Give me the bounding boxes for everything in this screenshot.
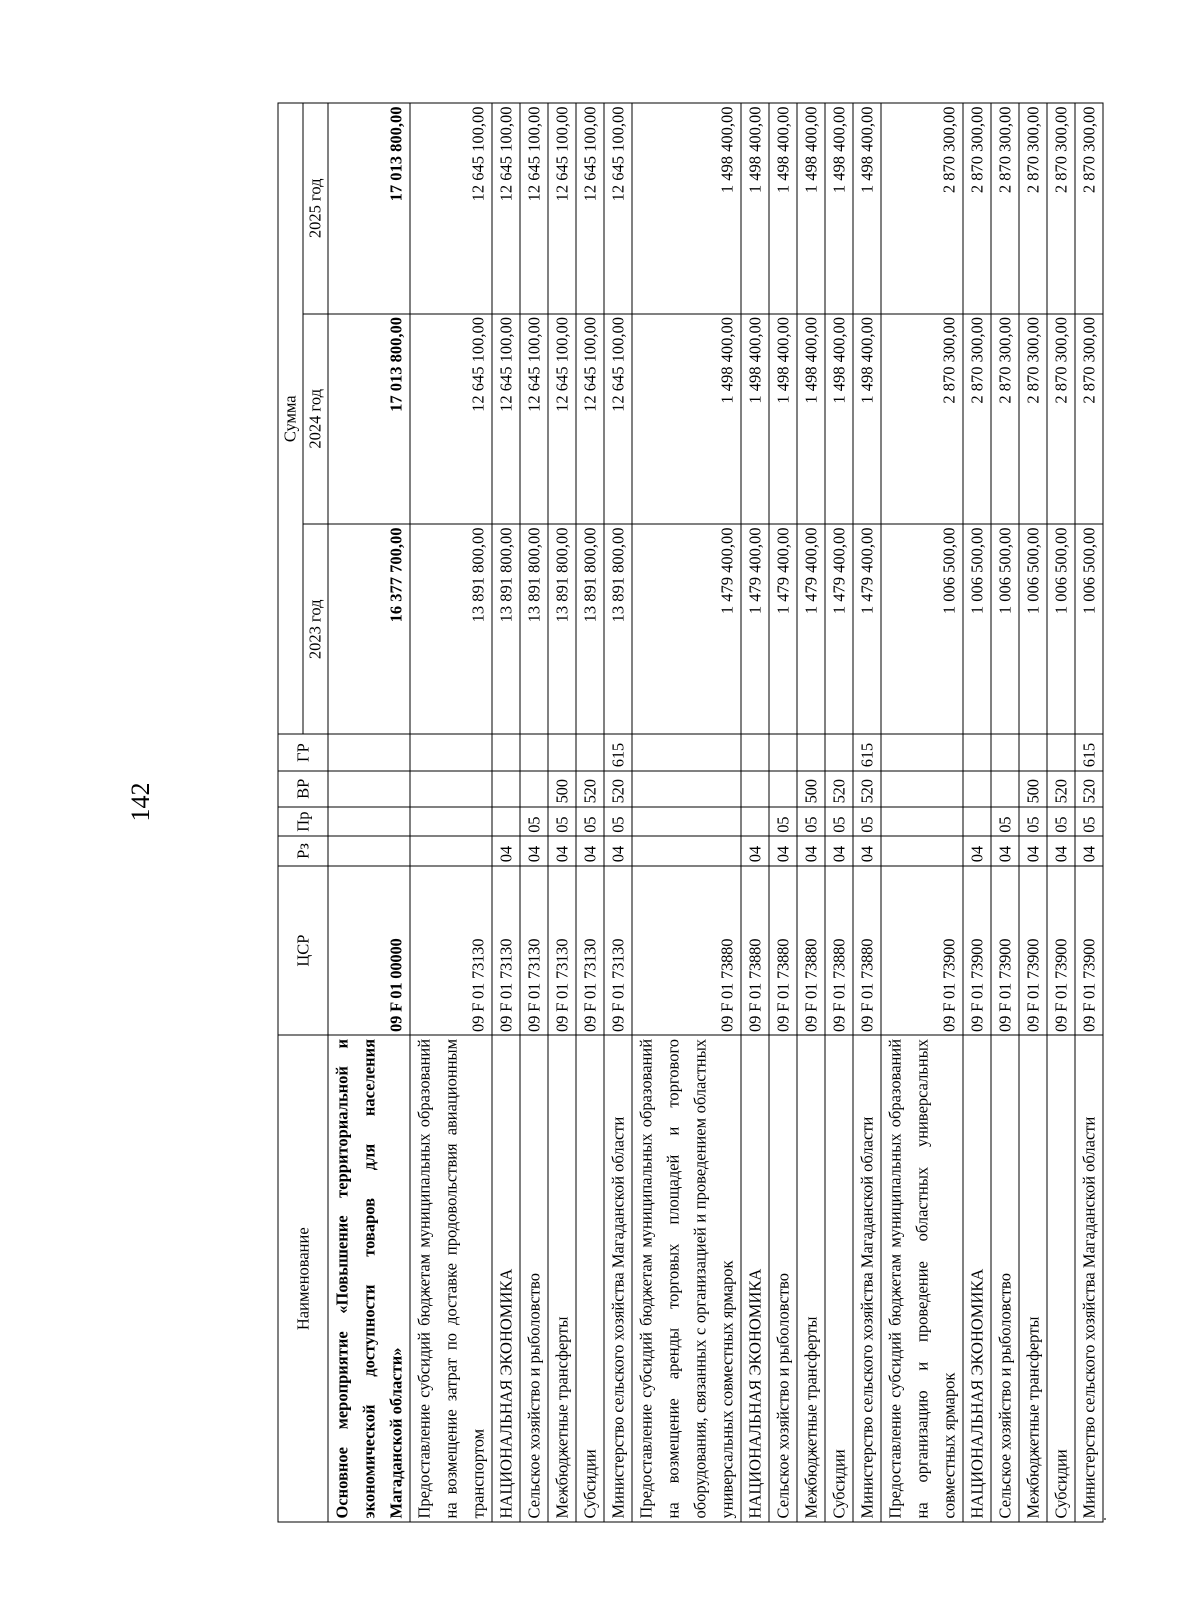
header-rz: Рз [278, 836, 328, 865]
row-pr [492, 807, 520, 836]
row-name: Сельское хозяйство и рыболовство [769, 1035, 797, 1522]
row-amount-2025: 12 645 100,00 [604, 103, 632, 314]
row-rz [410, 836, 492, 865]
row-vr [963, 771, 991, 807]
row-amount-2025: 1 498 400,00 [825, 103, 853, 314]
row-pr [963, 807, 991, 836]
row-csr: 09 F 01 73900 [991, 866, 1019, 1036]
row-pr: 05 [1075, 807, 1103, 836]
row-amount-2025: 1 498 400,00 [769, 103, 797, 314]
row-name: Предоставление субсидий бюджетам муниципальных образований на возмещение аренды торговых площадей и торгового оборудования, связанных с организацией и проведением областных универсальных совместных ярмарок [632, 1035, 741, 1522]
row-amount-2024: 2 870 300,00 [1075, 314, 1103, 524]
budget-table-sheet [278, 103, 1133, 1523]
row-vr [410, 771, 492, 807]
row-name: НАЦИОНАЛЬНАЯ ЭКОНОМИКА [741, 1035, 769, 1522]
row-name: Субсидии [1047, 1035, 1075, 1522]
row-amount-2024: 12 645 100,00 [576, 314, 604, 524]
row-amount-2024: 1 498 400,00 [632, 314, 741, 524]
row-gr [881, 734, 963, 770]
row-pr: 05 [797, 807, 825, 836]
row-csr: 09 F 01 73900 [1047, 866, 1075, 1036]
table-row [604, 103, 632, 1522]
row-pr: 05 [604, 807, 632, 836]
row-amount-2023: 1 479 400,00 [632, 524, 741, 734]
row-amount-2025: 12 645 100,00 [410, 103, 492, 314]
row-pr [328, 807, 410, 836]
row-csr: 09 F 01 73130 [520, 866, 548, 1036]
row-csr: 09 F 01 73130 [492, 866, 520, 1036]
row-vr [328, 771, 410, 807]
header-vr: ВР [278, 771, 328, 807]
row-csr: 09 F 01 73880 [825, 866, 853, 1036]
row-csr: 09 F 01 73130 [548, 866, 576, 1036]
table-row [632, 103, 741, 1522]
row-rz: 04 [741, 836, 769, 865]
row-amount-2025: 2 870 300,00 [1075, 103, 1103, 314]
row-pr: 05 [825, 807, 853, 836]
row-csr: 09 F 01 73880 [797, 866, 825, 1036]
table-row [991, 103, 1019, 1522]
row-gr [769, 734, 797, 770]
row-amount-2023: 1 006 500,00 [991, 524, 1019, 734]
row-name: Министерство сельского хозяйства Магаданской области [1075, 1035, 1103, 1522]
row-name: Предоставление субсидий бюджетам муниципальных образований на организацию и проведение областных универсальных совместных ярмарок [881, 1035, 963, 1522]
row-rz: 04 [604, 836, 632, 865]
row-amount-2024: 17 013 800,00 [328, 314, 410, 524]
row-name: Предоставление субсидий бюджетам муниципальных образований на возмещение затрат по доставке продовольствия авиационным транспортом [410, 1035, 492, 1522]
row-name: Сельское хозяйство и рыболовство [991, 1035, 1019, 1522]
row-vr [881, 771, 963, 807]
row-amount-2023: 1 006 500,00 [1019, 524, 1047, 734]
table-row [520, 103, 548, 1522]
header-sum: Сумма [278, 103, 303, 734]
row-vr: 500 [797, 771, 825, 807]
row-gr: 615 [1075, 734, 1103, 770]
row-gr [576, 734, 604, 770]
row-vr [769, 771, 797, 807]
table-row [741, 103, 769, 1522]
row-pr: 05 [576, 807, 604, 836]
row-amount-2025: 12 645 100,00 [520, 103, 548, 314]
row-amount-2025: 12 645 100,00 [492, 103, 520, 314]
row-gr [632, 734, 741, 770]
row-pr [632, 807, 741, 836]
header-year-2024: 2024 год [303, 314, 328, 524]
row-pr: 05 [548, 807, 576, 836]
row-pr [741, 807, 769, 836]
row-amount-2024: 12 645 100,00 [520, 314, 548, 524]
row-csr: 09 F 01 73880 [853, 866, 881, 1036]
row-vr: 520 [604, 771, 632, 807]
header-year-2025: 2025 год [303, 103, 328, 314]
row-amount-2023: 1 479 400,00 [769, 524, 797, 734]
row-pr: 05 [853, 807, 881, 836]
row-gr [963, 734, 991, 770]
row-rz: 04 [825, 836, 853, 865]
row-amount-2023: 13 891 800,00 [548, 524, 576, 734]
row-amount-2025: 2 870 300,00 [991, 103, 1019, 314]
row-csr: 09 F 01 73880 [769, 866, 797, 1036]
table-row [576, 103, 604, 1522]
header-gr: ГР [278, 734, 328, 770]
row-pr [881, 807, 963, 836]
row-amount-2024: 12 645 100,00 [492, 314, 520, 524]
row-amount-2023: 1 479 400,00 [741, 524, 769, 734]
row-csr: 09 F 01 73130 [576, 866, 604, 1036]
row-amount-2023: 1 479 400,00 [825, 524, 853, 734]
header-pr: Пр [278, 807, 328, 836]
row-gr [1047, 734, 1075, 770]
row-amount-2024: 12 645 100,00 [548, 314, 576, 524]
row-rz: 04 [520, 836, 548, 865]
row-vr: 520 [1075, 771, 1103, 807]
row-rz: 04 [769, 836, 797, 865]
row-rz [881, 836, 963, 865]
row-amount-2024: 12 645 100,00 [410, 314, 492, 524]
row-rz: 04 [1019, 836, 1047, 865]
table-row [548, 103, 576, 1522]
row-amount-2025: 12 645 100,00 [548, 103, 576, 314]
row-vr: 520 [825, 771, 853, 807]
row-csr: 09 F 01 73130 [410, 866, 492, 1036]
row-name: Основное мероприятие «Повышение территориальной и экономической доступности товаров для населения Магаданской области» [328, 1035, 410, 1522]
row-amount-2023: 1 479 400,00 [853, 524, 881, 734]
row-amount-2025: 17 013 800,00 [328, 103, 410, 314]
row-rz: 04 [963, 836, 991, 865]
row-csr: 09 F 01 73900 [881, 866, 963, 1036]
row-vr [520, 771, 548, 807]
row-amount-2025: 1 498 400,00 [632, 103, 741, 314]
row-amount-2023: 1 006 500,00 [1047, 524, 1075, 734]
row-amount-2023: 13 891 800,00 [492, 524, 520, 734]
row-amount-2024: 2 870 300,00 [963, 314, 991, 524]
row-csr: 09 F 01 73900 [1019, 866, 1047, 1036]
row-gr [328, 734, 410, 770]
table-row [797, 103, 825, 1522]
row-amount-2024: 1 498 400,00 [825, 314, 853, 524]
row-name: Межбюджетные трансферты [1019, 1035, 1047, 1522]
row-vr: 500 [1019, 771, 1047, 807]
row-csr: 09 F 01 73130 [604, 866, 632, 1036]
row-vr [991, 771, 1019, 807]
row-amount-2025: 1 498 400,00 [853, 103, 881, 314]
row-amount-2023: 13 891 800,00 [604, 524, 632, 734]
row-rz: 04 [576, 836, 604, 865]
row-rz [328, 836, 410, 865]
row-amount-2024: 2 870 300,00 [881, 314, 963, 524]
row-gr [825, 734, 853, 770]
row-amount-2025: 12 645 100,00 [576, 103, 604, 314]
row-amount-2024: 1 498 400,00 [769, 314, 797, 524]
header-name: Наименование [278, 1035, 328, 1522]
row-pr [410, 807, 492, 836]
row-pr: 05 [991, 807, 1019, 836]
row-name: Сельское хозяйство и рыболовство [520, 1035, 548, 1522]
row-rz [632, 836, 741, 865]
row-amount-2024: 1 498 400,00 [853, 314, 881, 524]
row-name: Министерство сельского хозяйства Магаданской области [604, 1035, 632, 1522]
row-csr: 09 F 01 73900 [1075, 866, 1103, 1036]
row-csr: 09 F 01 73900 [963, 866, 991, 1036]
table-row [881, 103, 963, 1522]
row-amount-2025: 2 870 300,00 [1019, 103, 1047, 314]
row-pr: 05 [769, 807, 797, 836]
row-amount-2023: 1 006 500,00 [1075, 524, 1103, 734]
table-row [1019, 103, 1047, 1522]
row-amount-2024: 2 870 300,00 [1019, 314, 1047, 524]
row-name: Межбюджетные трансферты [797, 1035, 825, 1522]
row-amount-2025: 1 498 400,00 [797, 103, 825, 314]
row-vr: 520 [576, 771, 604, 807]
table-row [1047, 103, 1075, 1522]
row-vr: 500 [548, 771, 576, 807]
row-vr [741, 771, 769, 807]
row-amount-2024: 1 498 400,00 [741, 314, 769, 524]
row-csr: 09 F 01 73880 [632, 866, 741, 1036]
row-vr [492, 771, 520, 807]
row-amount-2023: 13 891 800,00 [576, 524, 604, 734]
row-vr: 520 [1047, 771, 1075, 807]
row-gr [492, 734, 520, 770]
budget-table [278, 103, 1104, 1523]
row-gr [991, 734, 1019, 770]
row-name: Межбюджетные трансферты [548, 1035, 576, 1522]
table-row [963, 103, 991, 1522]
row-amount-2024: 12 645 100,00 [604, 314, 632, 524]
row-name: Субсидии [825, 1035, 853, 1522]
row-rz: 04 [492, 836, 520, 865]
row-vr: 520 [853, 771, 881, 807]
row-rz: 04 [991, 836, 1019, 865]
row-amount-2023: 1 006 500,00 [963, 524, 991, 734]
row-vr [632, 771, 741, 807]
row-rz: 04 [1075, 836, 1103, 865]
row-rz: 04 [797, 836, 825, 865]
row-amount-2024: 2 870 300,00 [1047, 314, 1075, 524]
row-name: Министерство сельского хозяйства Магаданской области [853, 1035, 881, 1522]
row-gr: 615 [853, 734, 881, 770]
table-row [825, 103, 853, 1522]
row-csr: 09 F 01 00000 [328, 866, 410, 1036]
row-pr: 05 [520, 807, 548, 836]
row-amount-2023: 1 006 500,00 [881, 524, 963, 734]
row-csr: 09 F 01 73880 [741, 866, 769, 1036]
row-gr [410, 734, 492, 770]
header-year-2023: 2023 год [303, 524, 328, 734]
row-name: НАЦИОНАЛЬНАЯ ЭКОНОМИКА [963, 1035, 991, 1522]
row-amount-2025: 2 870 300,00 [963, 103, 991, 314]
row-gr [548, 734, 576, 770]
table-row [328, 103, 410, 1522]
table-row [492, 103, 520, 1522]
row-amount-2024: 2 870 300,00 [991, 314, 1019, 524]
row-amount-2025: 2 870 300,00 [1047, 103, 1075, 314]
row-amount-2025: 2 870 300,00 [881, 103, 963, 314]
table-row [410, 103, 492, 1522]
row-amount-2023: 13 891 800,00 [520, 524, 548, 734]
table-row [1075, 103, 1103, 1522]
page-number: 142 [126, 782, 155, 822]
table-row [853, 103, 881, 1522]
row-amount-2024: 1 498 400,00 [797, 314, 825, 524]
row-rz: 04 [853, 836, 881, 865]
header-csr: ЦСР [278, 866, 328, 1036]
row-gr [1019, 734, 1047, 770]
row-pr: 05 [1019, 807, 1047, 836]
row-amount-2025: 1 498 400,00 [741, 103, 769, 314]
row-name: Субсидии [576, 1035, 604, 1522]
scan-speck [1103, 1518, 1106, 1520]
row-rz: 04 [1047, 836, 1075, 865]
table-row [769, 103, 797, 1522]
row-gr [741, 734, 769, 770]
row-rz: 04 [548, 836, 576, 865]
row-gr [797, 734, 825, 770]
row-pr: 05 [1047, 807, 1075, 836]
row-gr: 615 [604, 734, 632, 770]
row-name: НАЦИОНАЛЬНАЯ ЭКОНОМИКА [492, 1035, 520, 1522]
table-body [328, 103, 1103, 1522]
row-gr [520, 734, 548, 770]
row-amount-2023: 1 479 400,00 [797, 524, 825, 734]
row-amount-2023: 16 377 700,00 [328, 524, 410, 734]
row-amount-2023: 13 891 800,00 [410, 524, 492, 734]
